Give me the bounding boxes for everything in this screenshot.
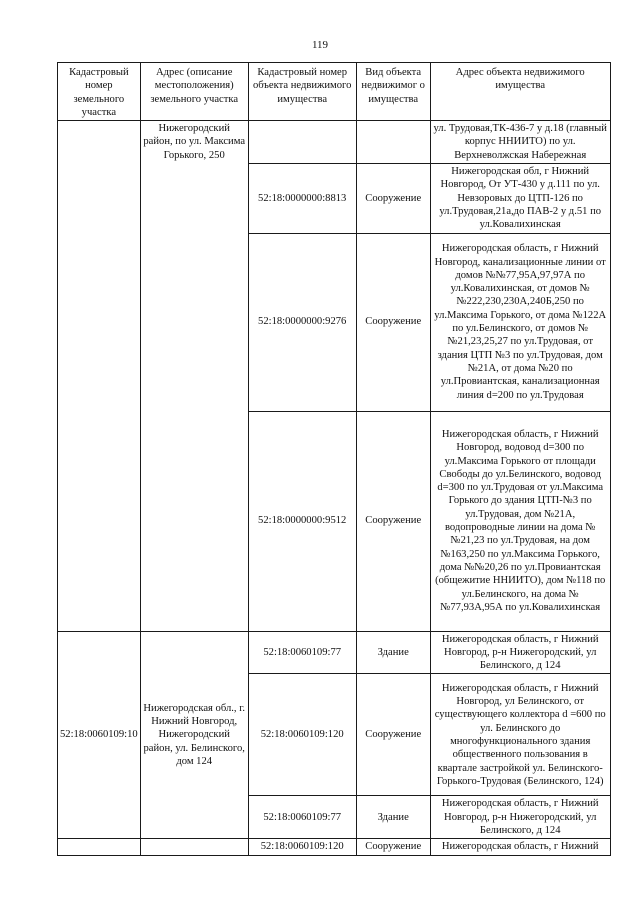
object-cadastral-cell: 52:18:0000000:8813 xyxy=(248,164,356,233)
object-cadastral-cell: 52:18:0000000:9276 xyxy=(248,233,356,411)
object-address-cell: Нижегородская область, г Нижний xyxy=(430,839,610,855)
object-type-cell: Сооружение xyxy=(356,674,430,796)
land-address-cell: Нижегородский район, по ул. Максима Горького, 250 xyxy=(140,121,248,631)
header-object-type: Вид объекта недвижимог о имущества xyxy=(356,63,430,121)
header-object-address: Адрес объекта недвижимого имущества xyxy=(430,63,610,121)
object-type-cell: Здание xyxy=(356,631,430,674)
header-object-cadastral: Кадастровый номер объекта недвижимого имущества xyxy=(248,63,356,121)
object-type-cell: Сооружение xyxy=(356,164,430,233)
object-cadastral-cell: 52:18:0060109:120 xyxy=(248,674,356,796)
land-address-cell: Нижегородская обл., г. Нижний Новгород, Нижегородский район, ул. Белинского, дом 124 xyxy=(140,631,248,839)
property-table xyxy=(57,62,611,856)
object-address-cell: Нижегородская область, г Нижний Новгород, водовод d=300 по ул.Максима Горького от площади Свободы до ул.Белинского, водовод d=300 по ул.Трудовая от ул.Максима Горького до здания ЦТП-№3 по ул.Трудовая, дом №21А, водопроводные линии на дома №№21,23 по ул.Трудовая, на дом №163,250 по ул.Максима Горького, дома №№20,26 по ул.Провиантская (общежитие ННИИТО), дом №118 по ул.Белинского, на дома №№77,93А,95А по ул.Ковалихинская xyxy=(430,411,610,631)
object-cadastral-cell xyxy=(248,121,356,164)
object-type-cell xyxy=(356,121,430,164)
land-cadastral-cell xyxy=(58,121,141,631)
object-address-cell: Нижегородская область, г Нижний Новгород, ул Белинского, от существующего коллектора d =600 по ул. Белинского до многофункционального здания общественного пользования в квартале застройкой ул. Белинского-Горького-Трудовая (Белинского, 124) xyxy=(430,674,610,796)
object-address-cell: Нижегородская область, г Нижний Новгород, р-н Нижегородский, ул Белинского, д 124 xyxy=(430,796,610,839)
table-row xyxy=(58,839,611,855)
object-cadastral-cell: 52:18:0060109:77 xyxy=(248,796,356,839)
object-address-cell: ул. Трудовая,ТК-436-7 у д.18 (главный корпус ННИИТО) по ул. Верхневолжская Набережная xyxy=(430,121,610,164)
object-type-cell: Сооружение xyxy=(356,839,430,855)
object-type-cell: Сооружение xyxy=(356,411,430,631)
object-address-cell: Нижегородская область, г Нижний Новгород, канализационные линии от домов №№77,95А,97,97А по ул.Ковалихинская, от домов №№222,230,230А,240Б,250 по ул.Максима Горького, от дома №122А по ул.Белинского, от домов №№21,23,25,27 по ул.Трудовая, от здания ЦТП №3 по ул.Трудовая, дом №21А, от дома №20 по ул.Провиантская, канализационная линия d=200 по ул.Трудовая xyxy=(430,233,610,411)
header-land-address: Адрес (описание местоположения) земельного участка xyxy=(140,63,248,121)
land-address-cell xyxy=(140,839,248,855)
header-land-cadastral: Кадастровый номер земельного участка xyxy=(58,63,141,121)
object-cadastral-cell: 52:18:0060109:77 xyxy=(248,631,356,674)
land-cadastral-cell: 52:18:0060109:10 xyxy=(58,631,141,839)
object-address-cell: Нижегородская обл, г Нижний Новгород, От УТ-430 у д.111 по ул. Невзоровых до ЦТП-126 по ул.Трудовая,21а,до ПАВ-2 у д.51 по ул.Ковалихинская xyxy=(430,164,610,233)
land-cadastral-cell xyxy=(58,839,141,855)
object-cadastral-cell: 52:18:0000000:9512 xyxy=(248,411,356,631)
table-header-row xyxy=(58,63,611,121)
page-number: 119 xyxy=(311,39,329,51)
table-row xyxy=(58,121,611,164)
object-cadastral-cell: 52:18:0060109:120 xyxy=(248,839,356,855)
object-type-cell: Сооружение xyxy=(356,233,430,411)
object-address-cell: Нижегородская область, г Нижний Новгород, р-н Нижегородский, ул Белинского, д 124 xyxy=(430,631,610,674)
object-type-cell: Здание xyxy=(356,796,430,839)
table-row xyxy=(58,631,611,674)
